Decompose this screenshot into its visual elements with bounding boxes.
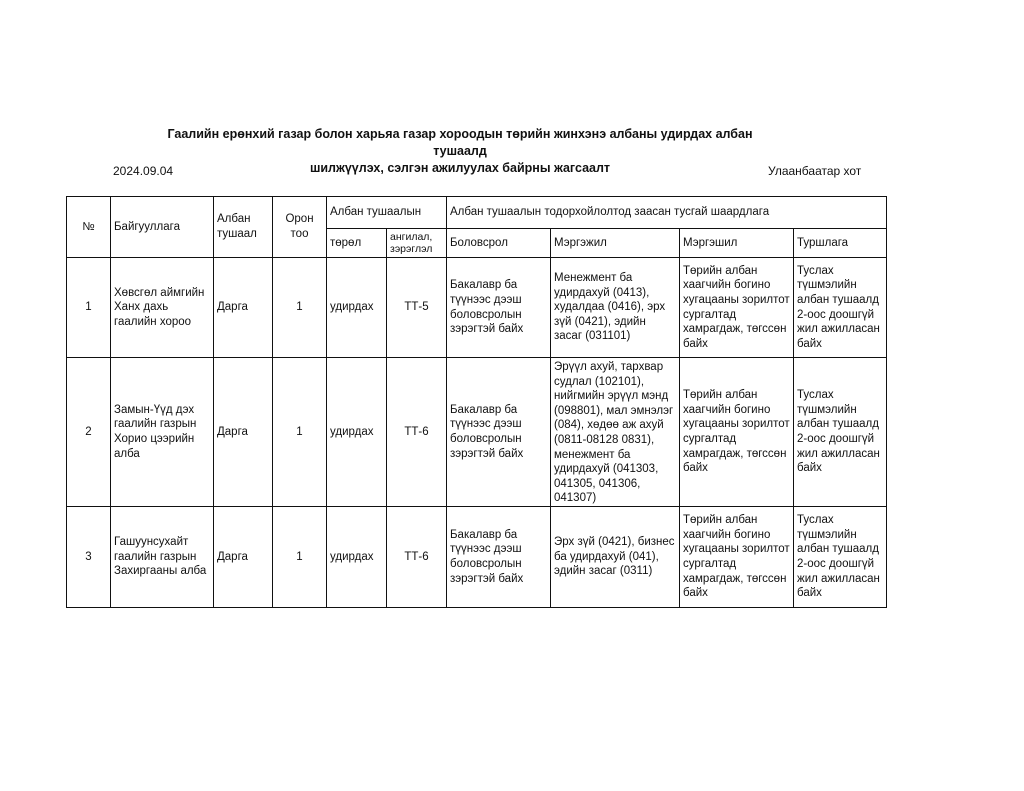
header-type: төрөл [327,229,387,258]
title-line-2: шилжүүлэх, сэлгэн ажилуулах байрны жагсаалт [309,161,611,175]
cell-position: Дарга [214,506,273,607]
header-organization: Байгууллага [111,197,214,258]
cell-experience: Туслах түшмэлийн албан тушаалд 2-оос доошгүй жил ажилласан байх [794,506,887,607]
header-row-1 [67,197,887,229]
table-row [67,506,887,607]
cell-no: 3 [67,506,111,607]
header-position: Албан тушаал [214,197,273,258]
header-profession: Мэргэжил [551,229,680,258]
positions-table [66,196,887,608]
cell-education: Бакалавр ба түүнээс дээш боловсролын зэрэгтэй байх [447,358,551,507]
cell-count: 1 [273,358,327,507]
cell-profession: Менежмент ба удирдахуй (0413), худалдаа (0416), эрх зүй (0421), эдийн засаг (031101) [551,258,680,358]
header-position-group: Албан тушаалын [327,197,447,229]
cell-profession: Эрүүл ахуй, тархвар судлал (102101), нийгмийн эрүүл мэнд (098801), мал эмнэлэг (084), хөдөө аж ахуй (0811-08128 0831), менежмент ба удирдахуй (041303, 041305, 041306, 041307) [551,358,680,507]
cell-experience: Туслах түшмэлийн албан тушаалд 2-оос доошгүй жил ажилласан байх [794,358,887,507]
document-title [140,126,780,177]
cell-category: ТТ-5 [387,258,447,358]
cell-no: 2 [67,358,111,507]
title-line-1: Гаалийн ерөнхий газар болон харьяа газар хороодын төрийн жинхэнэ албаны удирдах албан тушаалд [167,127,753,158]
header-experience: Туршлага [794,229,887,258]
cell-category: ТТ-6 [387,358,447,507]
cell-experience: Туслах түшмэлийн албан тушаалд 2-оос доошгүй жил ажилласан байх [794,258,887,358]
cell-position: Дарга [214,358,273,507]
header-education: Боловсрол [447,229,551,258]
header-requirements-group: Албан тушаалын тодорхойлолтод заасан тусгай шаардлага [447,197,887,229]
cell-education: Бакалавр ба түүнээс дээш боловсролын зэрэгтэй байх [447,258,551,358]
table-row [67,358,887,507]
cell-type: удирдах [327,506,387,607]
header-skill: Мэргэшил [680,229,794,258]
cell-type: удирдах [327,358,387,507]
cell-count: 1 [273,506,327,607]
cell-organization: Гашуунсухайт гаалийн газрын Захиргааны алба [111,506,214,607]
header-no: № [67,197,111,258]
cell-count: 1 [273,258,327,358]
cell-category: ТТ-6 [387,506,447,607]
document-location: Улаанбаатар хот [768,164,862,178]
table-row [67,258,887,358]
cell-organization: Замын-Үүд дэх гаалийн газрын Хорио цээрийн алба [111,358,214,507]
header-count: Орон тоо [273,197,327,258]
cell-position: Дарга [214,258,273,358]
cell-type: удирдах [327,258,387,358]
header-category: ангилал, зэрэглэл [387,229,447,258]
cell-skill: Төрийн албан хаагчийн богино хугацааны зорилтот сургалтад хамрагдаж, төгссөн байх [680,506,794,607]
document-date: 2024.09.04 [113,164,174,178]
cell-skill: Төрийн албан хаагчийн богино хугацааны зорилтот сургалтад хамрагдаж, төгссөн байх [680,358,794,507]
cell-profession: Эрх зүй (0421), бизнес ба удирдахуй (041), эдийн засаг (0311) [551,506,680,607]
cell-no: 1 [67,258,111,358]
cell-education: Бакалавр ба түүнээс дээш боловсролын зэрэгтэй байх [447,506,551,607]
cell-skill: Төрийн албан хаагчийн богино хугацааны зорилтот сургалтад хамрагдаж, төгссөн байх [680,258,794,358]
cell-organization: Хөвсгөл аймгийн Ханх дахь гаалийн хороо [111,258,214,358]
